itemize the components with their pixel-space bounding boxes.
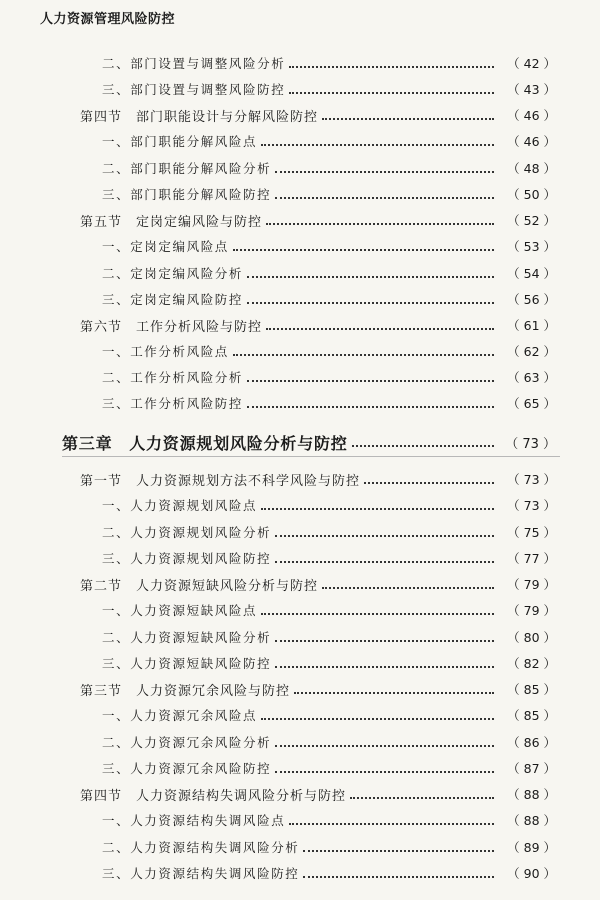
toc-entry-page: （ 50 ） — [507, 187, 556, 202]
toc-entry[interactable] — [0, 235, 600, 257]
toc-entry-page: （ 48 ） — [507, 161, 556, 176]
toc-entry-label: 三、人力资源规划风险防控 — [102, 551, 272, 566]
dot-leader — [261, 144, 494, 146]
toc-chapter[interactable] — [0, 428, 600, 456]
dot-leader — [233, 354, 494, 356]
toc-entry[interactable] — [0, 392, 600, 414]
toc-entry-label: 二、人力资源冗余风险分析 — [102, 735, 272, 750]
dot-leader — [266, 328, 494, 330]
toc-entry[interactable] — [0, 262, 600, 284]
toc-entry-page: （ 61 ） — [507, 318, 556, 333]
toc-entry-page: （ 53 ） — [507, 239, 556, 254]
dot-leader — [352, 445, 494, 447]
toc-entry-label: 三、部门职能分解风险防控 — [102, 187, 272, 202]
dot-leader — [289, 66, 494, 68]
dot-leader — [303, 876, 494, 878]
toc-entry[interactable] — [0, 757, 600, 779]
dot-leader — [247, 276, 494, 278]
toc-entry-label: 一、定岗定编风险点 — [102, 239, 229, 254]
toc-entry-page: （ 87 ） — [507, 761, 556, 776]
toc-section[interactable] — [0, 314, 600, 336]
dot-leader — [364, 482, 494, 484]
toc-entry-page: （ 85 ） — [507, 682, 556, 697]
toc-entry-label: 三、人力资源结构失调风险防控 — [102, 866, 300, 881]
running-head: 人力资源管理风险防控 — [40, 12, 176, 27]
toc-entry[interactable] — [0, 731, 600, 753]
toc-entry-page: （ 52 ） — [507, 213, 556, 228]
dot-leader — [294, 692, 494, 694]
toc-entry-page: （ 90 ） — [507, 866, 556, 881]
toc-entry-page: （ 79 ） — [507, 603, 556, 618]
toc-entry-label: 二、人力资源结构失调风险分析 — [102, 840, 300, 855]
dot-leader — [322, 118, 494, 120]
toc-entry[interactable] — [0, 183, 600, 205]
toc-entry[interactable] — [0, 547, 600, 569]
dot-leader — [350, 797, 494, 799]
toc-entry-label: 三、人力资源短缺风险防控 — [102, 656, 272, 671]
toc-entry-label: 二、工作分析风险分析 — [102, 370, 244, 385]
dot-leader — [247, 302, 494, 304]
toc-entry-page: （ 63 ） — [507, 370, 556, 385]
dot-leader — [275, 640, 494, 642]
toc-entry[interactable] — [0, 599, 600, 621]
dot-leader — [303, 850, 494, 852]
dot-leader — [247, 380, 494, 382]
toc-entry[interactable] — [0, 288, 600, 310]
dot-leader — [275, 561, 494, 563]
dot-leader — [322, 587, 494, 589]
toc-entry[interactable] — [0, 626, 600, 648]
toc-entry-label: 二、人力资源短缺风险分析 — [102, 630, 272, 645]
toc-entry[interactable] — [0, 494, 600, 516]
toc-entry-page: （ 42 ） — [507, 56, 556, 71]
toc-entry[interactable] — [0, 652, 600, 674]
dot-leader — [261, 718, 494, 720]
toc-entry-label: 三、部门设置与调整风险防控 — [102, 82, 286, 97]
toc-section[interactable] — [0, 468, 600, 490]
dot-leader — [261, 613, 494, 615]
toc-entry-label: 二、定岗定编风险分析 — [102, 266, 244, 281]
toc-section[interactable] — [0, 104, 600, 126]
toc-entry-label: 二、部门职能分解风险分析 — [102, 161, 272, 176]
toc-entry-page: （ 46 ） — [507, 134, 556, 149]
dot-leader — [233, 249, 494, 251]
toc-entry-page: （ 43 ） — [507, 82, 556, 97]
toc-entry[interactable] — [0, 704, 600, 726]
toc-entry[interactable] — [0, 809, 600, 831]
dot-leader — [275, 197, 494, 199]
dot-leader — [275, 171, 494, 173]
toc-section[interactable] — [0, 209, 600, 231]
dot-leader — [266, 223, 494, 225]
toc-section-label: 第六节 工作分析风险与防控 — [80, 319, 263, 335]
toc-entry-label: 三、定岗定编风险防控 — [102, 292, 244, 307]
dot-leader — [247, 406, 494, 408]
toc-section-label: 第三节 人力资源冗余风险与防控 — [80, 683, 291, 699]
toc-entry-label: 一、工作分析风险点 — [102, 344, 229, 359]
toc-entry-label: 二、部门设置与调整风险分析 — [102, 56, 286, 71]
toc-entry[interactable] — [0, 52, 600, 74]
toc-entry-page: （ 86 ） — [507, 735, 556, 750]
toc-entry-page: （ 46 ） — [507, 108, 556, 123]
toc-entry-label: 一、人力资源短缺风险点 — [102, 603, 258, 618]
dot-leader — [275, 535, 494, 537]
chapter-divider — [62, 456, 560, 457]
toc-entry-page: （ 85 ） — [507, 708, 556, 723]
toc-entry-page: （ 88 ） — [507, 813, 556, 828]
toc-entry-page: （ 54 ） — [507, 266, 556, 281]
toc-section[interactable] — [0, 573, 600, 595]
toc-entry-page: （ 88 ） — [507, 787, 556, 802]
toc-section-label: 第一节 人力资源规划方法不科学风险与防控 — [80, 473, 361, 489]
toc-section[interactable] — [0, 678, 600, 700]
toc-entry-page: （ 77 ） — [507, 551, 556, 566]
toc-entry[interactable] — [0, 836, 600, 858]
toc-entry[interactable] — [0, 130, 600, 152]
toc-entry-page: （ 82 ） — [507, 656, 556, 671]
dot-leader — [261, 508, 494, 510]
dot-leader — [289, 823, 494, 825]
toc-entry-label: 一、部门职能分解风险点 — [102, 134, 258, 149]
toc-entry-page: （ 75 ） — [507, 525, 556, 540]
toc-entry-label: 一、人力资源冗余风险点 — [102, 708, 258, 723]
toc-entry-page: （ 79 ） — [507, 577, 556, 592]
toc-section-label: 第四节 人力资源结构失调风险分析与防控 — [80, 788, 347, 804]
toc-entry-label: 三、工作分析风险防控 — [102, 396, 244, 411]
dot-leader — [289, 92, 494, 94]
toc-entry-page: （ 73 ） — [507, 498, 556, 513]
toc-entry[interactable] — [0, 521, 600, 543]
toc-section[interactable] — [0, 783, 600, 805]
dot-leader — [275, 745, 494, 747]
toc-entry[interactable] — [0, 862, 600, 884]
dot-leader — [275, 666, 494, 668]
toc-entry-page: （ 89 ） — [507, 840, 556, 855]
toc-entry[interactable] — [0, 157, 600, 179]
toc-entry[interactable] — [0, 340, 600, 362]
toc-entry[interactable] — [0, 78, 600, 100]
toc-section-label: 第五节 定岗定编风险与防控 — [80, 214, 263, 230]
toc-entry-page: （ 73 ） — [505, 436, 556, 452]
toc-entry-label: 三、人力资源冗余风险防控 — [102, 761, 272, 776]
toc-entry-label: 二、人力资源规划风险分析 — [102, 525, 272, 540]
toc-section-label: 第二节 人力资源短缺风险分析与防控 — [80, 578, 319, 594]
toc-chapter-label: 第三章 人力资源规划风险分析与防控 — [62, 433, 348, 453]
toc-entry-label: 一、人力资源结构失调风险点 — [102, 813, 286, 828]
toc-entry-label: 一、人力资源规划风险点 — [102, 498, 258, 513]
toc-section-label: 第四节 部门职能设计与分解风险防控 — [80, 109, 319, 125]
toc-entry-page: （ 62 ） — [507, 344, 556, 359]
toc-entry-page: （ 80 ） — [507, 630, 556, 645]
toc-entry-page: （ 56 ） — [507, 292, 556, 307]
dot-leader — [275, 771, 494, 773]
toc-entry[interactable] — [0, 366, 600, 388]
toc-entry-page: （ 65 ） — [507, 396, 556, 411]
toc-entry-page: （ 73 ） — [507, 472, 556, 487]
